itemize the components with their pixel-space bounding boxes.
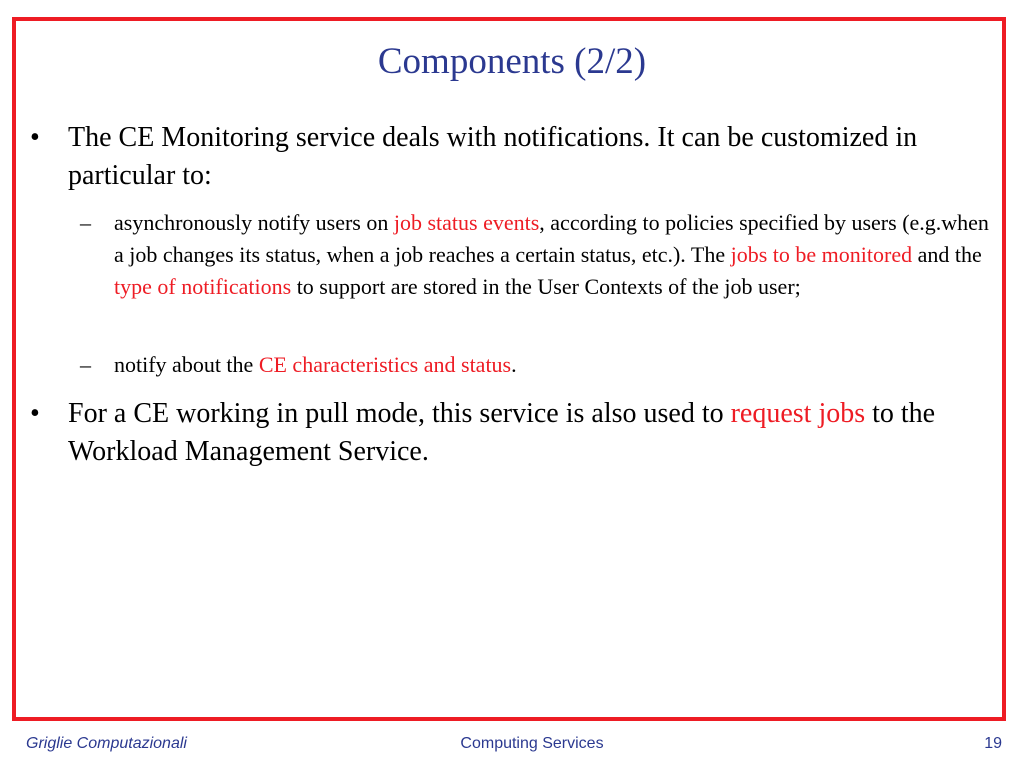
sub-bullet-text: to support are stored in the User Contexts of the job user; [291, 274, 801, 299]
bullet-item [30, 119, 988, 195]
highlight-text: job status events [393, 210, 540, 235]
page-number: 19 [984, 735, 1002, 752]
sub-bullet-item [80, 349, 994, 381]
footer-section: Computing Services [460, 735, 604, 752]
highlight-text: request jobs [730, 398, 866, 429]
footer-course: Griglie Computazionali [26, 735, 187, 752]
sub-bullet-text: and the [912, 242, 982, 267]
bullet-text: For a CE working in pull mode, this service is also used to [68, 398, 731, 429]
sub-bullet-text: . [511, 352, 517, 377]
bullet-item [30, 395, 988, 471]
sub-bullet-item [80, 207, 994, 303]
highlight-text: type of notifications [114, 274, 292, 299]
sub-bullet-text: notify about the [114, 352, 259, 377]
sub-bullet-text: , according to policies specified by users (e.g.when a job changes its status, when a job reaches a certain status, etc.). The [114, 210, 989, 267]
bullet-mark: • [30, 122, 40, 153]
sub-bullet-text: asynchronously notify users on [114, 210, 394, 235]
highlight-text: jobs to be monitored [730, 242, 913, 267]
slide-title: Components (2/2) [377, 41, 647, 82]
bullet-text: The CE Monitoring service deals with notifications. It can be customized in particular to: [68, 122, 918, 191]
bullet-mark: • [30, 398, 40, 429]
sub-bullet-mark: – [80, 352, 91, 377]
highlight-text: CE characteristics and status [258, 352, 512, 377]
sub-bullet-mark: – [80, 210, 91, 235]
bullet-text: to the Workload Management Service. [68, 398, 936, 467]
